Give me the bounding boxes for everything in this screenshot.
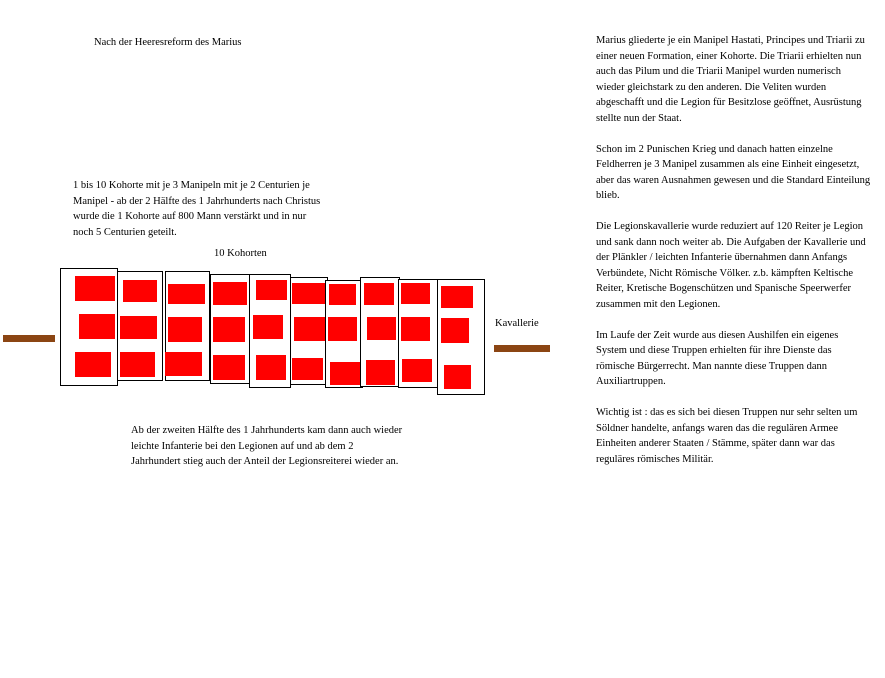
cohort-description: 1 bis 10 Kohorte mit je 3 Manipeln mit je 2 Centurien je Manipel - ab der 2 Hälfte des 1 Jahrhunderts nach Christus wurde die 1 Kohorte auf 800 Mann verstärkt und in nur noch 5 Centurien geteilt. [73, 180, 321, 238]
maniple [401, 317, 430, 341]
paragraph-punic-war: Schon im 2 Punischen Krieg und danach hatten einzelne Feldherren je 3 Manipel zusammen als eine Einheit eingesetzt, aber das waren Ausnahmen gewesen und die Standard Einteilung blieb. [596, 143, 871, 201]
maniple [367, 317, 396, 340]
maniple [294, 317, 325, 341]
maniple [402, 359, 432, 382]
maniple [120, 352, 155, 377]
maniple [441, 286, 473, 308]
maniple [213, 282, 247, 305]
maniple [75, 276, 115, 301]
maniple [401, 283, 430, 304]
maniple [328, 317, 357, 341]
light-infantry-description: Ab der zweiten Hälfte des 1 Jahrhunderts kam dann auch wieder leichte Infanterie bei den Legionen auf und ab dem 2 Jahrhundert stieg auch der Anteil der Legionsreiterei wieder an. [131, 425, 403, 467]
maniple [168, 284, 205, 304]
maniple [364, 283, 394, 305]
maniple [213, 355, 245, 380]
cavalry-label: Kavallerie [495, 318, 539, 329]
paragraph-cavalry: Die Legionskavallerie wurde reduziert auf 120 Reiter je Legion und sank dann noch weiter ab. Die Aufgaben der Kavallerie und der Plänkler / leichten Infanterie übernahmen dann Anfangs Verbündete, Nicht Römische Völker. z.b. kämpften Keltische Reiter, Kretische Bogenschützen und Spanische Speerwerfer zusammen mit den Legionen. [596, 221, 866, 310]
paragraph-auxiliaries: Im Laufe der Zeit wurde aus diesen Aushilfen ein eigenes System und diese Truppen erhielten für ihre Dienste das römische Bürgerrecht. Man nannte diese Truppen dann Auxiliartruppen. [596, 329, 839, 387]
maniple [256, 280, 287, 300]
maniple [165, 352, 202, 376]
paragraph-cohort-formation: Marius gliederte je ein Manipel Hastati, Principes und Triarii zu einer neuen Formation, einer Kohorte. Die Triarii erhielten nun auch das Pilum und die Triarii Manipel wurden numerisch wieder gleichstark zu den anderen. Die Veliten wurden abgeschafft und die Legion für Besitzlose geöffnet, Ausrüstung stellte nun der Staat. [596, 35, 865, 124]
left-cavalry-spear [3, 335, 55, 342]
maniple [329, 284, 356, 305]
maniple [79, 314, 115, 339]
maniple [168, 317, 202, 342]
maniple [213, 317, 245, 342]
maniple [75, 352, 111, 377]
cohorts-label: 10 Kohorten [214, 248, 267, 259]
right-cavalry-spear [494, 345, 550, 352]
reform-explanation [596, 33, 871, 483]
maniple [444, 365, 471, 389]
maniple [292, 358, 323, 380]
maniple [253, 315, 283, 339]
maniple [120, 316, 157, 339]
maniple [330, 362, 361, 385]
maniple [441, 318, 469, 343]
maniple [123, 280, 157, 302]
maniple [256, 355, 286, 380]
maniple [292, 283, 325, 304]
page-title: Nach der Heeresreform des Marius [94, 37, 242, 48]
maniple [366, 360, 395, 385]
paragraph-mercenaries: Wichtig ist : das es sich bei diesen Truppen nur sehr selten um Söldner handelte, anfangs waren das die regulären Armee Einheiten anderer Staaten / Stämme, später dann war das reguläres römisches Militär. [596, 407, 858, 465]
